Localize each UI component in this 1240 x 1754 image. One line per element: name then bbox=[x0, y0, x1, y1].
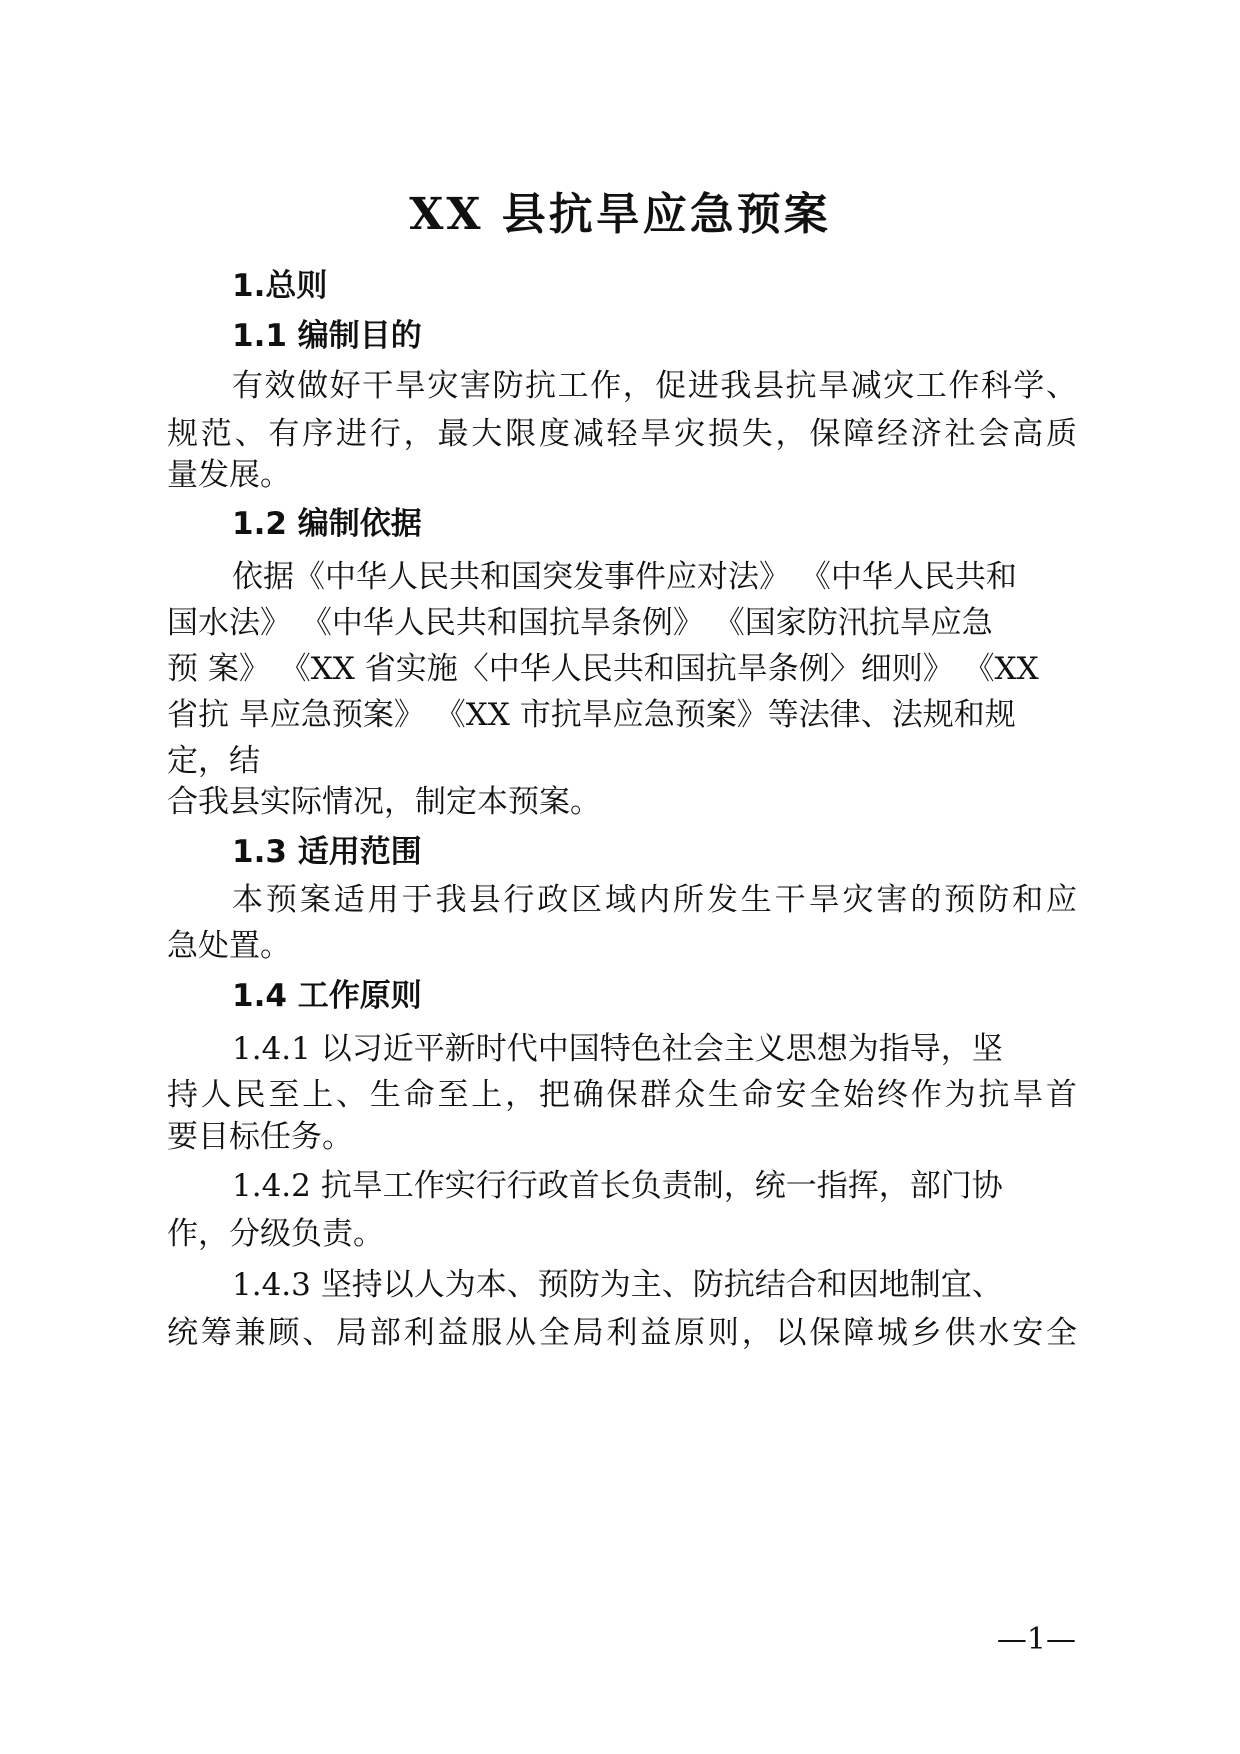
paragraph-line: 合我县实际情况，制定本预案。 bbox=[167, 784, 601, 820]
paragraph-line: 有效做好干旱灾害防抗工作，促进我县抗旱减灾工作科学、 bbox=[232, 368, 1077, 404]
paragraph-line: 本预案适用于我县行政区域内所发生干旱灾害的预防和应 bbox=[232, 882, 1077, 918]
paragraph-line: 规范、有序进行，最大限度减轻旱灾损失，保障经济社会高质 bbox=[167, 416, 1077, 452]
paragraph-line: 持人民至上、生命至上，把确保群众生命安全始终作为抗旱首 bbox=[167, 1077, 1077, 1113]
section-heading-1-1: 1.1 编制目的 bbox=[232, 318, 422, 354]
paragraph-line: 依据《中华人民共和国突发事件应对法》 《中华人民共和 bbox=[232, 559, 1017, 595]
paragraph-line: 量发展。 bbox=[167, 457, 291, 493]
paragraph-line: 省抗 旱应急预案》 《XX 市抗旱应急预案》等法律、法规和规 bbox=[167, 697, 1016, 733]
page-number: —1— bbox=[996, 1622, 1076, 1657]
paragraph-line: 要目标任务。 bbox=[167, 1119, 353, 1155]
section-heading-1: 1.总则 bbox=[232, 268, 328, 304]
paragraph-line: 定，结 bbox=[167, 743, 260, 779]
section-heading-1-4: 1.4 工作原则 bbox=[232, 978, 422, 1014]
paragraph-line: 国水法》 《中华人民共和国抗旱条例》 《国家防汛抗旱应急 bbox=[167, 605, 993, 641]
paragraph-line: 1.4.2 抗旱工作实行行政首长负责制，统一指挥，部门协 bbox=[232, 1168, 1003, 1204]
paragraph-line: 统筹兼顾、局部利益服从全局利益原则，以保障城乡供水安全 bbox=[167, 1315, 1077, 1351]
section-heading-1-3: 1.3 适用范围 bbox=[232, 834, 422, 870]
section-heading-1-2: 1.2 编制依据 bbox=[232, 506, 422, 542]
paragraph-line: 预 案》 《XX 省实施〈中华人民共和国抗旱条例〉细则》 《XX bbox=[167, 651, 1039, 687]
paragraph-line: 作，分级负责。 bbox=[167, 1216, 384, 1252]
paragraph-line: 1.4.1 以习近平新时代中国特色社会主义思想为指导，坚 bbox=[232, 1031, 1003, 1067]
document-title: XX 县抗旱应急预案 bbox=[409, 189, 831, 240]
paragraph-line: 急处置。 bbox=[167, 928, 291, 964]
paragraph-line: 1.4.3 坚持以人为本、预防为主、防抗结合和因地制宜、 bbox=[232, 1267, 1003, 1303]
